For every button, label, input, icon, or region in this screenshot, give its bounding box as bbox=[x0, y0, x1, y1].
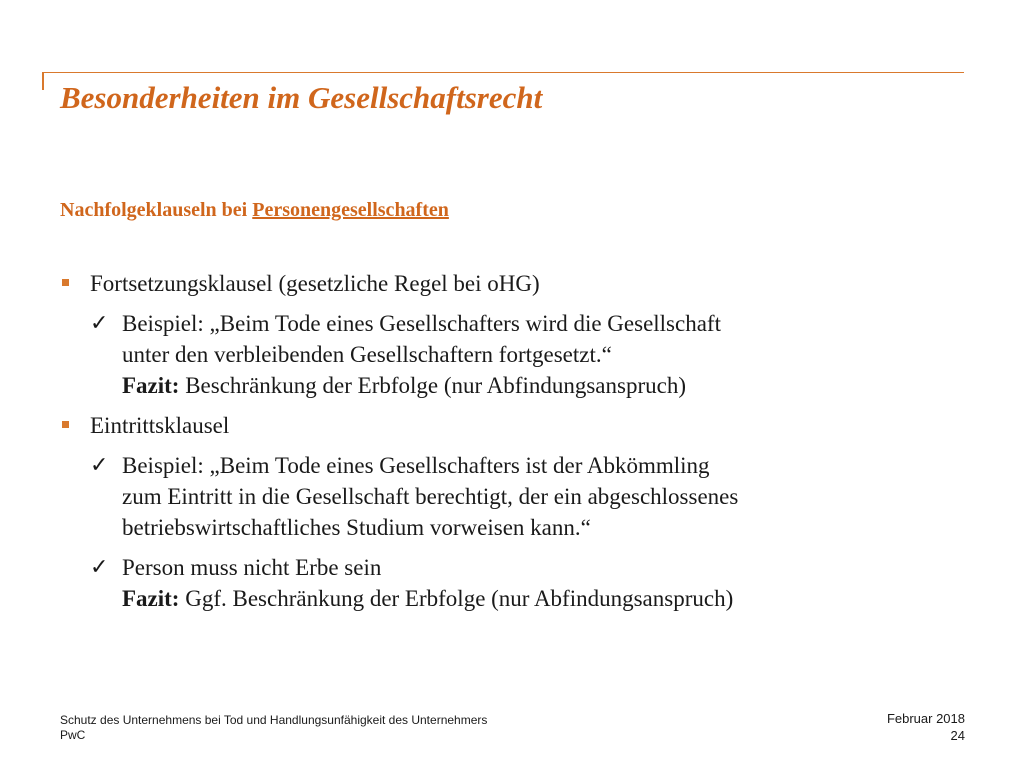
slide-subtitle bbox=[60, 199, 449, 222]
bullet-text: Eintrittsklausel bbox=[90, 413, 230, 438]
fazit-line bbox=[122, 370, 980, 401]
bullet-item bbox=[60, 268, 980, 299]
footer-page-number: 24 bbox=[950, 728, 965, 743]
check-line: Person muss nicht Erbe sein bbox=[122, 555, 382, 580]
square-bullet-icon bbox=[62, 279, 69, 286]
fazit-line bbox=[122, 583, 980, 614]
bullet-text: Fortsetzungsklausel (gesetzliche Regel bei oHG) bbox=[90, 271, 540, 296]
subtitle-underlined-term: Personengesellschaften bbox=[252, 199, 449, 221]
check-line: Beispiel: „Beim Tode eines Gesellschafters wird die Gesellschaft bbox=[122, 311, 721, 336]
check-item bbox=[60, 450, 980, 543]
header-rule-vertical bbox=[42, 72, 44, 90]
fazit-label: Fazit: bbox=[122, 586, 180, 611]
footer-left bbox=[60, 713, 487, 743]
check-item bbox=[60, 552, 980, 614]
check-line: unter den verbleibenden Gesellschaftern fortgesetzt.“ bbox=[122, 342, 612, 367]
check-line: Beispiel: „Beim Tode eines Gesellschafters ist der Abkömmling bbox=[122, 453, 710, 478]
slide-content bbox=[60, 268, 980, 623]
footer-date: Februar 2018 bbox=[886, 711, 965, 726]
header-rule-horizontal bbox=[42, 72, 964, 73]
footer-document-title: Schutz des Unternehmens bei Tod und Handlungsunfähigkeit des Unternehmers bbox=[60, 713, 488, 727]
checkmark-icon: ✓ bbox=[90, 311, 109, 336]
check-line: betriebswirtschaftliches Studium vorweisen kann.“ bbox=[122, 515, 591, 540]
footer-company: PwC bbox=[60, 728, 86, 742]
slide-title: Besonderheiten im Gesellschaftsrecht bbox=[60, 80, 543, 115]
fazit-text: Beschränkung der Erbfolge (nur Abfindungsanspruch) bbox=[179, 373, 686, 398]
fazit-text: Ggf. Beschränkung der Erbfolge (nur Abfindungsanspruch) bbox=[179, 586, 734, 611]
check-item bbox=[60, 308, 980, 401]
checkmark-icon: ✓ bbox=[90, 453, 109, 478]
footer-right bbox=[887, 710, 965, 744]
checkmark-icon: ✓ bbox=[90, 555, 109, 580]
check-line: zum Eintritt in die Gesellschaft berechtigt, der ein abgeschlossenes bbox=[122, 484, 739, 509]
bullet-item bbox=[60, 410, 980, 441]
subtitle-prefix: Nachfolgeklauseln bei bbox=[60, 199, 253, 221]
fazit-label: Fazit: bbox=[122, 373, 180, 398]
square-bullet-icon bbox=[62, 421, 69, 428]
